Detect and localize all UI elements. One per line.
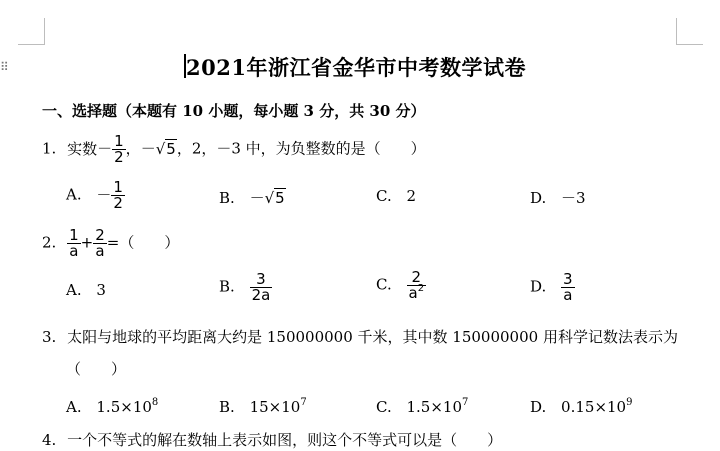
q3-option-c: C. $1.5\times 10^7$ <box>376 397 469 416</box>
section-heading: 一、选择题（本题有 10 小题，每小题 3 分，共 30 分） <box>42 102 426 120</box>
question-number: 3. <box>42 328 57 346</box>
page-title: 2021年浙江省金华市中考数学试卷 <box>186 55 526 80</box>
square-root: √5 <box>264 189 285 207</box>
crop-mark-top-left <box>18 18 45 45</box>
question-4 <box>42 430 502 450</box>
q1-option-b: B. －√5 <box>219 189 285 207</box>
fraction: $\frac{1}{a}$ <box>69 226 79 260</box>
q2-option-c: C. $\frac{2}{a^2}$ <box>376 268 425 302</box>
fraction: $\frac{2}{a^2}$ <box>408 268 425 302</box>
question-text: 实数 <box>67 139 98 158</box>
q2-option-d: D. $\frac{3}{a}$ <box>530 270 573 304</box>
fraction: $\frac{2}{a}$ <box>95 226 105 260</box>
drag-handle-icon[interactable]: ⠿ <box>0 60 9 74</box>
fraction: $\frac{3}{a}$ <box>563 270 573 304</box>
question-3 <box>42 327 678 347</box>
question-number: 1. <box>42 139 57 158</box>
fraction: $\frac{1}{2}$ <box>114 132 124 166</box>
question-1: 1. 实数－ $\frac{1}{2}$ ，－√5，2，－3 中，为负整数的是（ ） <box>42 132 426 166</box>
q3-option-a: A. $1.5\times 10^8$ <box>66 397 159 416</box>
q2-option-b: B. $\frac{3}{2a}$ <box>219 270 271 304</box>
question-3-paren: （ ） <box>66 360 127 378</box>
q3-option-b: B. $15\times 10^7$ <box>219 397 307 416</box>
question-2: 2. $\frac{1}{a}$ + $\frac{2}{a}$ =（ ） <box>42 226 180 260</box>
question-number: 2. <box>42 233 57 252</box>
square-root: √5 <box>155 139 176 158</box>
crop-mark-top-right <box>676 18 703 45</box>
fraction: $\frac{3}{2a}$ <box>251 270 271 304</box>
q1-option-c: C. 2 <box>376 187 417 205</box>
fraction: $\frac{1}{2}$ <box>113 178 123 212</box>
q2-option-a: A. 3 <box>66 281 106 299</box>
q1-option-a: A. － $\frac{1}{2}$ <box>66 178 123 212</box>
question-text: 太阳与地球的平均距离大约是 150000000 千米，其中数 150000000 用科学记数法表示为 <box>67 328 678 346</box>
question-text: 一个不等式的解在数轴上表示如图，则这个不等式可以是（ ） <box>67 431 503 449</box>
question-number: 4. <box>42 431 57 449</box>
q1-option-d: D. －3 <box>530 189 586 207</box>
q3-option-d: D. $0.15\times 10^9$ <box>530 397 633 416</box>
